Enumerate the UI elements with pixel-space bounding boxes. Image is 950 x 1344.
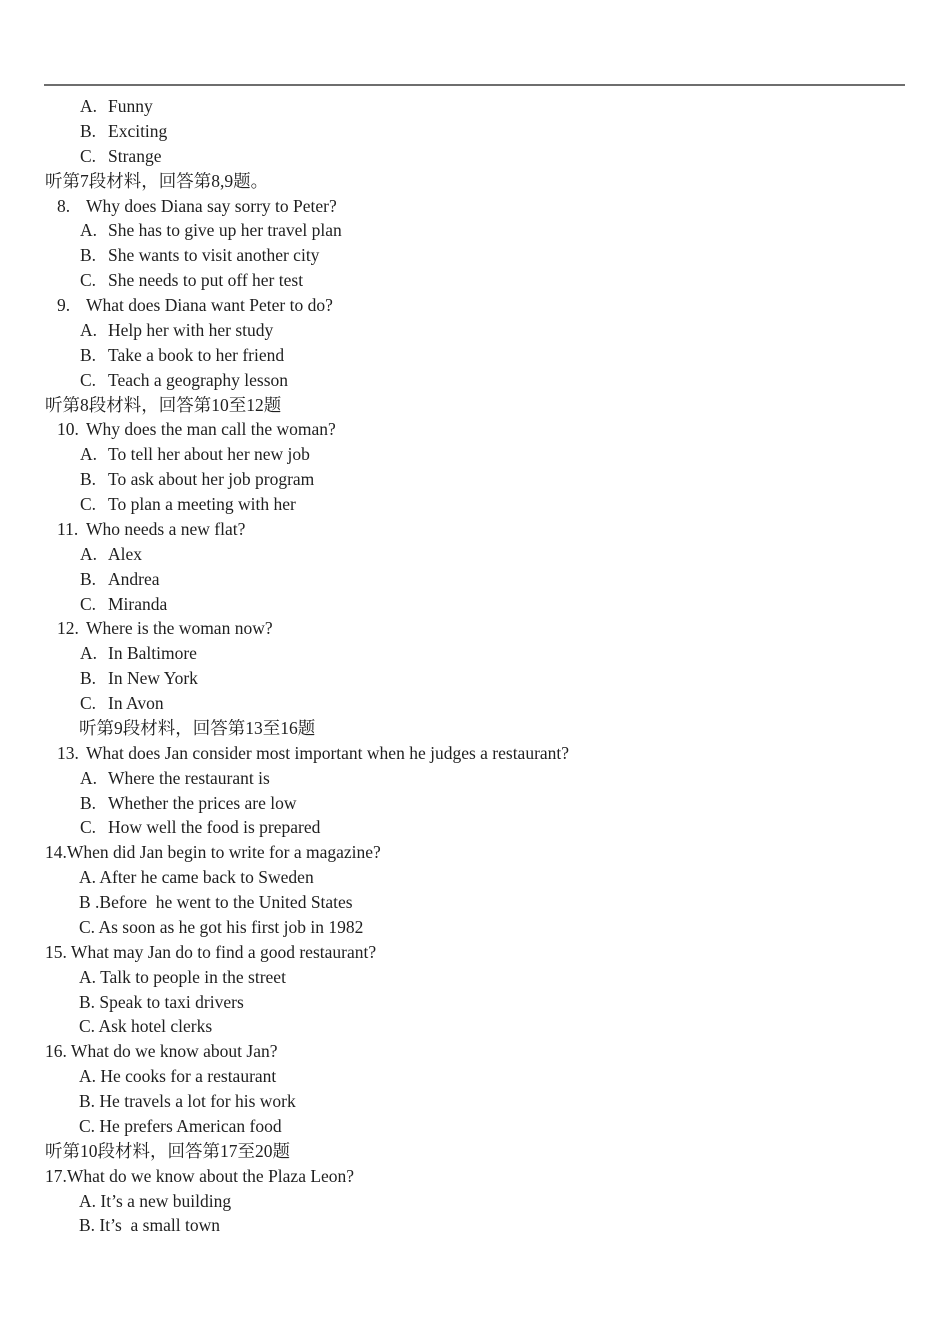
option-line-text: C. As soon as he got his first job in 1982: [79, 916, 364, 937]
option-line: [0, 691, 950, 716]
option-line-text: Alex: [108, 543, 143, 564]
option-label: C.: [80, 145, 97, 166]
option-line-text: A. After he came back to Sweden: [79, 867, 314, 888]
option-line-text: Where the restaurant is: [108, 767, 270, 788]
option-label: A.: [80, 319, 98, 340]
option-label: B.: [80, 792, 97, 813]
section-header: [0, 169, 950, 194]
option-line-text: Funny: [108, 96, 153, 116]
option-line-text: In New York: [108, 668, 198, 689]
option-line-text: How well the food is prepared: [108, 817, 321, 838]
option-line: [0, 865, 950, 890]
section-header: [0, 1139, 950, 1164]
option-label: C.: [80, 270, 97, 291]
option-label: B.: [80, 469, 97, 490]
question-line-text: 15. What may Jan do to find a good restaurant?: [45, 941, 377, 962]
option-line: [0, 119, 950, 144]
option-line: [0, 368, 950, 393]
option-label: A.: [80, 543, 98, 564]
question-line: [0, 293, 950, 318]
option-line-text: C. He prefers American food: [79, 1115, 282, 1136]
option-line: [0, 965, 950, 990]
option-line-text: A. It’s a new building: [79, 1190, 232, 1211]
question-line-text: Who needs a new flat?: [86, 518, 246, 539]
option-line-text: C. Ask hotel clerks: [79, 1016, 213, 1037]
option-line: [0, 1064, 950, 1089]
option-line-text: A. Talk to people in the street: [79, 966, 286, 987]
question-line: [0, 616, 950, 641]
option-line: [0, 1189, 950, 1214]
option-line: [0, 990, 950, 1015]
option-line: [0, 791, 950, 816]
question-line-text: What does Diana want Peter to do?: [86, 295, 333, 315]
option-line: [0, 1213, 950, 1238]
option-line-text: Help her with her study: [108, 319, 274, 340]
question-line-text: Why does the man call the woman?: [86, 419, 336, 440]
option-line-text: Andrea: [108, 568, 160, 589]
option-line: [0, 218, 950, 243]
option-label: B.: [80, 245, 97, 266]
option-line: [0, 890, 950, 915]
option-label: A.: [80, 96, 98, 116]
option-label: A.: [80, 643, 98, 664]
question-number: 12.: [57, 618, 79, 639]
option-label: C.: [80, 369, 97, 390]
question-line: [0, 417, 950, 442]
option-line-text: In Baltimore: [108, 643, 197, 664]
option-line: [0, 641, 950, 666]
option-line-text: She wants to visit another city: [108, 245, 320, 266]
section-header-text: 听第7段材料，回答第8,9题。: [45, 170, 269, 191]
option-line-text: B .Before he went to the United States: [79, 892, 353, 912]
option-line: [0, 666, 950, 691]
option-line: [0, 94, 950, 119]
option-line-text: Whether the prices are low: [108, 792, 297, 813]
option-label: C.: [80, 593, 97, 614]
option-line-text: Teach a geography lesson: [108, 369, 289, 390]
option-label: A.: [80, 767, 98, 788]
option-line: [0, 1089, 950, 1114]
question-number: 9.: [57, 295, 71, 315]
option-line: [0, 144, 950, 169]
question-line-text: 16. What do we know about Jan?: [45, 1041, 278, 1062]
option-line-text: To tell her about her new job: [108, 444, 310, 465]
question-number: 11.: [57, 518, 79, 539]
section-header-text: 听第9段材料，回答第13至16题: [79, 717, 316, 738]
question-line: [0, 194, 950, 219]
option-line: [0, 592, 950, 617]
option-line: [0, 318, 950, 343]
option-line: [0, 343, 950, 368]
header-divider: [44, 84, 905, 86]
question-line-text: Where is the woman now?: [86, 618, 273, 639]
option-line-text: A. He cooks for a restaurant: [79, 1066, 277, 1087]
option-line-text: To ask about her job program: [108, 469, 315, 490]
question-number: 13.: [57, 742, 79, 763]
question-line: [0, 1164, 950, 1189]
question-number: 8.: [57, 195, 71, 216]
option-line: [0, 467, 950, 492]
question-list: [0, 94, 950, 1238]
option-line: [0, 766, 950, 791]
option-line-text: Exciting: [108, 120, 168, 141]
option-line-text: To plan a meeting with her: [108, 494, 296, 514]
option-line: [0, 1014, 950, 1039]
option-line-text: In Avon: [108, 693, 164, 713]
section-header-text: 听第8段材料，回答第10至12题: [45, 394, 282, 415]
option-label: C.: [80, 693, 97, 713]
option-line-text: B. It’s a small town: [79, 1215, 220, 1236]
question-number: 10.: [57, 419, 79, 440]
option-line-text: B. He travels a lot for his work: [79, 1091, 296, 1111]
option-label: B.: [80, 120, 97, 141]
option-line-text: Strange: [108, 145, 162, 166]
question-line: [0, 517, 950, 542]
section-header: [0, 393, 950, 418]
option-line: [0, 815, 950, 840]
question-line: [0, 840, 950, 865]
question-line-text: Why does Diana say sorry to Peter?: [86, 195, 337, 216]
option-label: A.: [80, 220, 98, 241]
question-line-text: 14.When did Jan begin to write for a magazine?: [45, 842, 381, 863]
option-line: [0, 243, 950, 268]
option-label: C.: [80, 817, 97, 838]
option-line-text: Miranda: [108, 593, 168, 614]
option-line: [0, 1114, 950, 1139]
option-line: [0, 567, 950, 592]
option-line: [0, 492, 950, 517]
option-line-text: She has to give up her travel plan: [108, 220, 342, 241]
question-line-text: What does Jan consider most important when he judges a restaurant?: [86, 742, 570, 763]
option-label: C.: [80, 494, 97, 514]
question-line: [0, 741, 950, 766]
option-line: [0, 442, 950, 467]
section-header-text: 听第10段材料，回答第17至20题: [45, 1140, 290, 1161]
option-line: [0, 542, 950, 567]
option-label: B.: [80, 344, 97, 365]
option-label: B.: [80, 668, 97, 689]
section-header: [0, 716, 950, 741]
option-line-text: She needs to put off her test: [108, 270, 304, 291]
option-line: [0, 268, 950, 293]
option-label: A.: [80, 444, 98, 465]
option-label: B.: [80, 568, 97, 589]
question-line: [0, 940, 950, 965]
option-line-text: B. Speak to taxi drivers: [79, 991, 244, 1012]
question-line: [0, 1039, 950, 1064]
question-line-text: 17.What do we know about the Plaza Leon?: [45, 1165, 355, 1186]
option-line-text: Take a book to her friend: [108, 344, 285, 365]
option-line: [0, 915, 950, 940]
